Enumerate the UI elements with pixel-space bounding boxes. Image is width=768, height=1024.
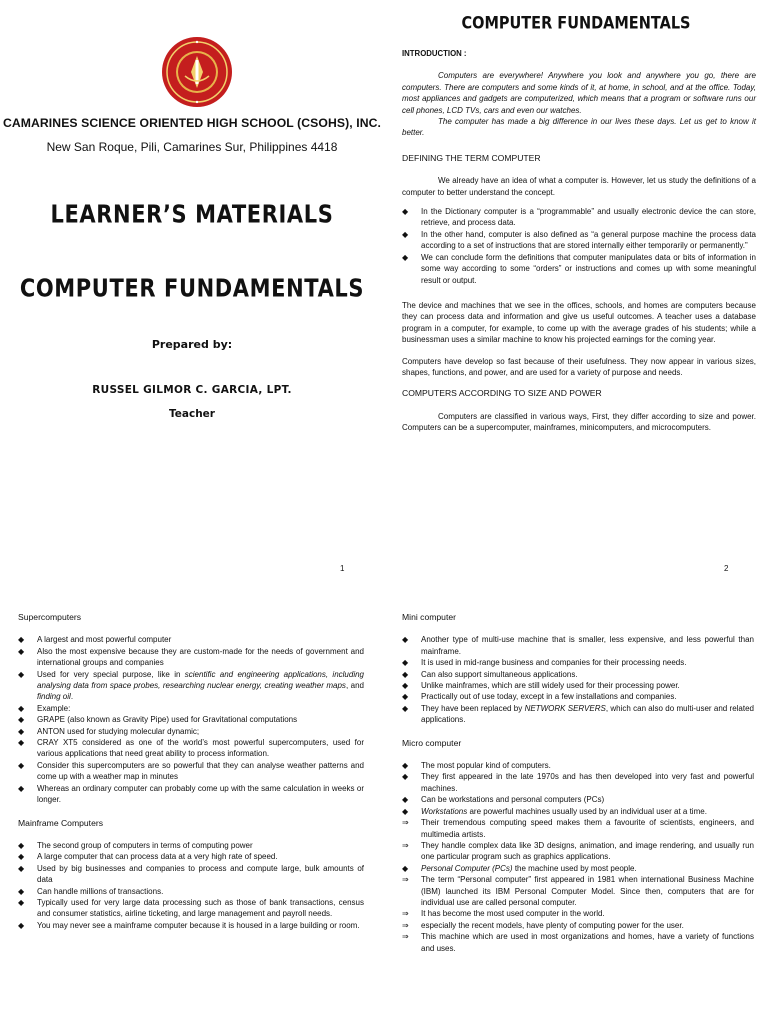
page-number: 1 [340,564,345,573]
supercomputers-page [0,588,384,1024]
defining-paragraph: We already have an idea of what a computer is. However, let us study the definitions of a computer to better understand the concept. [402,176,756,197]
list-item: ◆ Can also support simultaneous applications. [402,669,578,679]
list-item: ◆ ANTON used for studying molecular dynamic; [18,726,200,736]
page-content [402,48,756,434]
intro-heading: INTRODUCTION : [402,49,467,58]
arrow-bullet-icon: ⇒ [402,932,409,942]
supercomputer-list [18,634,364,805]
section-heading: Mainframe Computers [18,817,104,828]
list-item: ◆ Practically out of use today, except in a few installations and companies. [402,692,677,702]
mainframe-list [18,840,364,931]
cover-page [0,0,384,588]
list-item: ◆ In the Dictionary computer is a “programmable” and usually electronic device the can store, retrieve, and process data. [402,207,756,228]
list-item: ◆ The second group of computers in terms of computing power [18,840,253,850]
list-item: ◆ A large computer that can process data at a very high rate of speed. [18,852,278,862]
arrow-bullet-icon: ⇒ [402,920,409,930]
diamond-bullet-icon: ◆ [18,920,25,930]
diamond-bullet-icon: ◆ [18,840,25,850]
arrow-bullet-icon: ⇒ [402,875,409,885]
list-item: ◆ They first appeared in the late 1970s and has then developed into very fast and powerful machines. [402,772,754,793]
list-item: ◆ Used by big businesses and companies to process and compute large, bulk amounts of data [18,863,364,885]
list-item: ⇒ They handle complex data like 3D designs, animation, and image rendering, and usually run one particular program such as graphics applications. [402,840,754,862]
diamond-bullet-icon: ◆ [18,760,25,770]
diamond-bullet-icon: ◆ [402,681,409,691]
list-item: ⇒ The term “Personal computer” first appeared in 1981 when international Business Machine (IBM) launched its IBM Personal Computer Model. Since then, computers that are for individual use are called personal computer. [402,875,754,907]
diamond-bullet-icon: ◆ [402,703,409,713]
diamond-bullet-icon: ◆ [18,715,25,725]
diamond-bullet-icon: ◆ [18,646,25,656]
diamond-bullet-icon: ◆ [18,635,25,645]
author-role: Teacher [169,408,215,420]
minicomputer-list [402,634,754,725]
list-item: ⇒ especially the recent models, have plenty of computing power for the user. [402,920,684,930]
diamond-bullet-icon: ◆ [402,795,409,805]
section-heading: Supercomputers [18,612,82,622]
list-item: ◆ Example: [18,703,71,713]
list-item: ⇒ It has become the most used computer in the world. [402,909,605,919]
list-item: ◆ Consider this supercomputers are so powerful that they can analyse weather patterns and come up with a weather map in minutes [18,760,364,782]
develop-paragraph: Computers have develop so fast because of their usefulness. They now appear in various sizes, shapes, functions, and power, and are used for a variety of purpose and needs. [402,356,756,377]
diamond-bullet-icon: ◆ [402,635,409,645]
prepared-by-label: Prepared by: [151,338,233,351]
list-item: ◆ GRAPE (also known as Gravity Pipe) used for Gravitational computations [18,715,298,725]
diamond-bullet-icon: ◆ [18,738,25,748]
arrow-bullet-icon: ⇒ [402,818,409,828]
diamond-bullet-icon: ◆ [402,692,409,702]
subject-title: COMPUTER FUNDAMENTALS [19,273,365,303]
list-item: ◆ Another type of multi-use machine that is smaller, less expensive, and less powerful than mainframe. [402,635,754,656]
list-item: ◆ Can be workstations and personal computers (PCs) [402,795,605,805]
mini-micro-computer-page [384,588,768,1024]
list-item: ◆ Whereas an ordinary computer can probably come up with the same calculation in weeks or longer. [18,783,364,805]
list-item: ◆ In the other hand, computer is also defined as “a general purpose machine the process data according to a set of instructions that are stored internally either temporarily or permanently.” [402,229,756,251]
list-item: ◆ Workstations are powerful machines usually used by an individual user at a time. [402,806,707,816]
author-name: RUSSEL GILMOR C. GARCIA, LPT. [92,384,292,396]
school-name: CAMARINES SCIENCE ORIENTED HIGH SCHOOL (CSOHS), INC. [2,116,382,130]
diamond-bullet-icon: ◆ [402,806,409,816]
diamond-bullet-icon: ◆ [18,669,25,679]
microcomputer-list [402,760,754,954]
list-item: ◆ A largest and most powerful computer [18,635,172,645]
list-item: ◆ The most popular kind of computers. [402,761,551,771]
school-address: New San Roque, Pili, Camarines Sur, Philippines 4418 [46,140,338,154]
diamond-bullet-icon: ◆ [18,726,25,736]
diamond-bullet-icon: ◆ [18,783,25,793]
diamond-bullet-icon: ◆ [402,658,409,668]
size-paragraph: Computers are classified in various ways, First, they differ according to size and power. Computers can be a supercomputer, mainframes, minicomputers, and microcomputers. [402,411,756,433]
diamond-bullet-icon: ◆ [402,252,409,262]
list-item: ◆ Unlike mainframes, which are still widely used for their processing power. [402,681,680,691]
section-heading: COMPUTERS ACCORDING TO SIZE AND POWER [402,388,602,399]
page-content [18,612,364,931]
diamond-bullet-icon: ◆ [18,886,25,896]
list-item: ◆ They have been replaced by NETWORK SERVERS, which can also do multi-user and related applications. [402,703,754,725]
list-item: ◆ We can conclude form the definitions that computer manipulates data or bits of information in some way according to some “orders” or instructions and comes up with some meaningful result or output. [402,252,756,285]
list-item: ◆ Can handle millions of transactions. [18,886,164,896]
diamond-bullet-icon: ◆ [402,772,409,782]
list-item: ◆ Personal Computer (PCs) the machine used by most people. [402,863,637,873]
diamond-bullet-icon: ◆ [402,669,409,679]
list-item: ◆ It is used in mid-range business and companies for their processing needs. [402,658,687,668]
intro-paragraph: Computers are everywhere! Anywhere you look and anywhere you go, there are computers. There are computers and some kinds of it, at home, in school, and at the office. Today, most appliances and gadgets are computerized, which means that a program or software runs our cell phones, LCD TVs, cars and even our watches. [402,71,756,115]
arrow-bullet-icon: ⇒ [402,909,409,919]
page-title: COMPUTER FUNDAMENTALS [461,14,691,34]
section-heading: Micro computer [402,737,462,748]
page-content [402,612,754,954]
list-item: ◆ Used for very special purpose, like in scientific and engineering applications, including analysing data from space probes, researching nuclear energy, creating weather maps, and finding oil. [18,669,365,702]
material-title: LEARNER’S MATERIALS [50,199,334,229]
diamond-bullet-icon: ◆ [18,863,25,873]
list-item: ◆ Also the most expensive because they are custom-made for the needs of government and international groups and companies [18,646,364,668]
list-item: ◆ You may never see a mainframe computer because it is housed in a large building or room. [18,920,360,930]
diamond-bullet-icon: ◆ [18,897,25,907]
diamond-bullet-icon: ◆ [402,761,409,771]
page-number: 2 [724,564,729,573]
diamond-bullet-icon: ◆ [402,207,409,217]
section-heading: DEFINING THE TERM COMPUTER [402,152,541,163]
diamond-bullet-icon: ◆ [18,852,25,862]
intro-paragraph: The computer has made a big difference in our lives these days. Let us get to know it better. [402,117,756,138]
introduction-page [384,0,768,588]
section-heading: Mini computer [402,612,456,622]
list-item: ⇒ This machine which are used in most organizations and homes, have a variety of functions and uses. [402,932,754,953]
device-paragraph: The device and machines that we see in the offices, schools, and homes are computers because they can process data and information and give us useful outcomes. A teacher uses a database program in a computer, for example, to come up with the average grades of his students; while a businessman uses a similar machine to know his projected earnings for the coming year. [402,300,756,345]
diamond-bullet-icon: ◆ [18,703,25,713]
diamond-bullet-icon: ◆ [402,863,409,873]
list-item: ◆ CRAY XT5 considered as one of the world’s most powerful supercomputers, used for various applications that need great ability to process information. [18,738,364,759]
list-item: ◆ Typically used for very large data processing such as those of bank transactions, census and consumer statistics, airline ticketing, and large management and payroll needs. [18,897,364,919]
definition-list [402,206,756,286]
diamond-bullet-icon: ◆ [402,229,409,239]
arrow-bullet-icon: ⇒ [402,840,409,850]
list-item: ⇒ Their tremendous computing speed makes them a favourite of scientists, engineers, and multimedia artists. [402,818,754,839]
school-seal-logo [161,36,233,108]
